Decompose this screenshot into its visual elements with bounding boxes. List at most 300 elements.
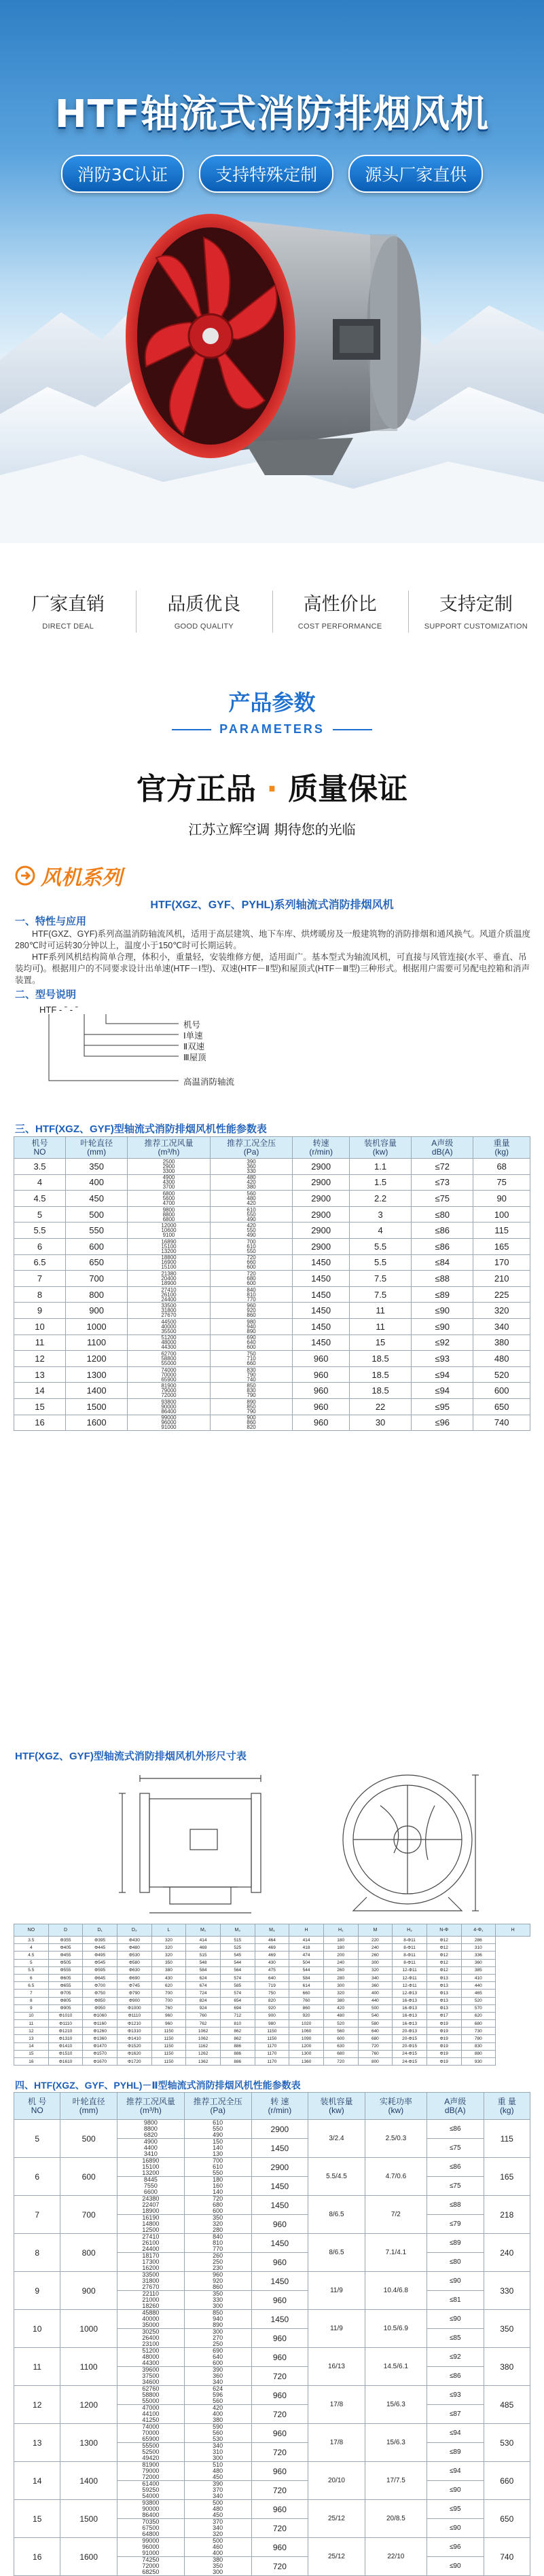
table-row: [14, 2310, 530, 2329]
table-cell: 544: [289, 1966, 324, 1974]
parameters-header: [0, 686, 544, 736]
table-cell: 27410 26100 24400: [117, 2234, 184, 2253]
table-cell: 210: [473, 1271, 530, 1287]
divider-line: [333, 729, 372, 730]
table-header-cell: D₁: [83, 1924, 117, 1937]
table-cell: 16-Φ13: [393, 2012, 427, 2019]
table-row: [14, 1254, 530, 1271]
table-cell: 360: [461, 1959, 496, 1966]
table-cell: 20-Φ15: [393, 2035, 427, 2042]
table-cell: 10.4/6.8: [365, 2272, 427, 2310]
table-cell: 62760 58800 55000: [117, 2386, 184, 2405]
table-cell: 30250 26400 23100: [117, 2329, 184, 2348]
table-cell: 500 460 400: [184, 2538, 251, 2557]
table-cell: 760: [358, 2050, 393, 2057]
table-cell: 400: [358, 1990, 393, 1997]
table-cell: 574: [220, 1974, 255, 1981]
table-cell: 980: [255, 2020, 289, 2028]
drawing-title: HTF(XGZ、GYF)型轴流式消防排烟风机外形尺寸表: [15, 1751, 247, 1762]
table-row: [14, 1351, 530, 1367]
table1-title: 三、HTF(XGZ、GYF)型轴流式消防排烟风机性能参数表: [15, 1123, 267, 1135]
table-cell: 225: [473, 1286, 530, 1303]
table-cell: 8445 7550 6600: [117, 2177, 184, 2196]
table-cell: 564: [220, 1966, 255, 1974]
table-cell: 100: [473, 1206, 530, 1222]
table-cell: ≤79: [427, 2215, 484, 2234]
table-cell: 74000 70000 65900: [117, 2424, 184, 2443]
table-cell: 320: [151, 1937, 186, 1944]
table-cell: 6.5: [14, 1982, 49, 1990]
table-cell: Φ900: [117, 1997, 151, 2004]
table-cell: 2.2: [349, 1191, 411, 1207]
table-cell: 6.5: [14, 1254, 66, 1271]
table-cell: 9: [14, 1303, 66, 1319]
table-header-cell: 装机容量 (kw): [308, 2093, 365, 2120]
table-cell: 81900 79000 72000: [117, 2462, 184, 2481]
table-cell: 15/6.3: [365, 2424, 427, 2462]
table-cell: 580: [358, 2020, 393, 2028]
table-cell: 18800 16900 15100: [128, 1254, 211, 1271]
table-cell: 550: [66, 1222, 128, 1239]
table-cell: Φ430: [117, 1937, 151, 1944]
table-cell: Φ1410: [48, 2042, 83, 2050]
table-cell: 1300: [289, 2050, 324, 2057]
table-cell: 900: [255, 2012, 289, 2019]
table-cell: 74250 72000 68250: [117, 2557, 184, 2576]
table-cell: Φ1310: [117, 2028, 151, 2035]
table-cell: ≤95: [412, 1398, 473, 1415]
table-cell: 730: [461, 2028, 496, 2035]
table-cell: 360: [358, 1982, 393, 1990]
table-cell: 2900: [251, 2120, 308, 2139]
table-cell: 1362: [186, 2058, 221, 2066]
table-row: [14, 2035, 530, 2042]
table-row: [14, 1952, 530, 1959]
table-cell: 850 830 790: [210, 1383, 293, 1399]
table-cell: 16890 15100 13200: [128, 1238, 211, 1254]
table-cell: 33500 31800 27670: [117, 2272, 184, 2291]
table-cell: 674: [186, 1982, 221, 1990]
table-cell: 900: [60, 2272, 117, 2310]
table-cell: 680: [461, 2020, 496, 2028]
model-bracket-lines: [39, 1005, 189, 1113]
table-header-cell: NO: [14, 1924, 49, 1937]
table-cell: 1060: [289, 2028, 324, 2035]
paragraph-features: HTF(GXZ、GYF)系列高温消防轴流风机，适用于高层建筑、地下车库、烘烤暖房及一般建筑物的消防排烟和通风换气。风道介质温度280℃时可运转30分钟以上，温度小于150℃时可长期运转。: [15, 929, 531, 950]
feature-good-quality: [136, 570, 272, 658]
table-cell: 960: [293, 1398, 350, 1415]
table-cell: 600: [473, 1383, 530, 1399]
table-cell: 960: [293, 1383, 350, 1399]
table-cell: 830: [461, 2042, 496, 2050]
table-cell: 370 340 320: [184, 2519, 251, 2538]
table-cell: 380 350 300: [184, 2557, 251, 2576]
table-cell: ≤89: [427, 2234, 484, 2253]
table-cell: 11: [14, 2348, 60, 2386]
table-cell: Φ13: [427, 1982, 461, 1990]
table-cell: 12-Φ13: [393, 1990, 427, 1997]
table-cell: Φ645: [83, 1974, 117, 1981]
table-cell: 430: [151, 1974, 186, 1981]
table-cell: Φ17: [427, 2012, 461, 2019]
table-cell: 22110 21000 18260: [117, 2291, 184, 2310]
table-cell: 1150: [255, 2035, 289, 2042]
table-row: [14, 1415, 530, 1431]
table-cell: Φ480: [117, 1944, 151, 1952]
table-cell: 1500: [60, 2500, 117, 2538]
model-item-fire-axial: 高温消防轴流: [183, 1077, 235, 1087]
feature-title: 高性价比: [303, 594, 377, 615]
table-cell: 900: [66, 1303, 128, 1319]
table-cell: 3.5: [14, 1159, 66, 1175]
table-cell: 440: [358, 1997, 393, 2004]
table-cell: 5.5: [349, 1254, 411, 1271]
table-cell: ≤94: [427, 2462, 484, 2481]
table-cell: 180: [323, 1944, 358, 1952]
table-cell: 2900: [293, 1159, 350, 1175]
table-cell: 1150: [151, 2050, 186, 2057]
table-cell: Φ905: [48, 2004, 83, 2012]
table-cell: 418: [289, 1944, 324, 1952]
table-cell: 260: [323, 1966, 358, 1974]
table-cell: 544: [220, 1959, 255, 1966]
model-item-roof: Ⅲ屋顶: [183, 1053, 206, 1062]
table-cell: 16: [14, 1415, 66, 1431]
table-cell: Φ12: [427, 1937, 461, 1944]
table-header-cell: M₃: [255, 1924, 289, 1937]
table-cell: 4.5: [14, 1191, 66, 1207]
table-row: [14, 1990, 530, 1997]
table-cell: 320: [473, 1303, 530, 1319]
table-header-cell: M₁: [186, 1924, 221, 1937]
table-cell: ≤90: [427, 2557, 484, 2576]
table-cell: 5.5: [14, 1222, 66, 1239]
table-cell: 720 660 600: [210, 1254, 293, 1271]
table-cell: 240: [323, 1959, 358, 1966]
table-cell: 15: [14, 2050, 49, 2057]
table-cell: 93800 90000 86400: [128, 1398, 211, 1415]
table-cell: 7.5: [349, 1286, 411, 1303]
table-cell: Φ1000: [117, 2004, 151, 2012]
table-cell: 390 360 340: [184, 2367, 251, 2386]
table-cell: 1062: [186, 2035, 221, 2042]
table-cell: Φ495: [83, 1952, 117, 1959]
table-cell: 1450: [293, 1318, 350, 1334]
table-cell: 8-Φ11: [393, 1959, 427, 1966]
table-cell: 724: [186, 1990, 221, 1997]
table-row: [14, 2042, 530, 2050]
table-row: [14, 2050, 530, 2057]
table-cell: Φ1060: [83, 2012, 117, 2019]
table-cell: 8-Φ11: [393, 1937, 427, 1944]
table-cell: 480: [473, 1351, 530, 1367]
table-cell: 3.5: [14, 1937, 49, 1944]
table-cell: 410: [461, 1974, 496, 1981]
table-cell: 860: [289, 2004, 324, 2012]
table-cell: 720: [251, 2519, 308, 2538]
performance-table-1: [14, 1136, 530, 1431]
table-cell: Φ1110: [48, 2020, 83, 2028]
table-cell: 420 400 380: [184, 2405, 251, 2424]
table-cell: 390 370 340: [184, 2481, 251, 2500]
table-cell: 61400 59250 54000: [117, 2481, 184, 2500]
series-title: 风机系列: [41, 866, 122, 890]
table-cell: 1.5: [349, 1174, 411, 1191]
table-cell: 924: [186, 2004, 221, 2012]
table-row: [14, 2424, 530, 2443]
table-cell: 1400: [66, 1383, 128, 1399]
table-cell: 510 480 450: [184, 2462, 251, 2481]
table-cell: 515: [220, 1937, 255, 1944]
table-header-cell: H₁: [323, 1924, 358, 1937]
table-cell: Φ655: [48, 1982, 83, 1990]
table-cell: 810: [220, 2020, 255, 2028]
table-cell: 330: [484, 2272, 530, 2310]
table-cell: 480 420 380: [210, 1174, 293, 1191]
table-cell: 5.5: [349, 1238, 411, 1254]
table-row: [14, 2196, 530, 2215]
table-cell: 18.5: [349, 1383, 411, 1399]
table-cell: 1150: [151, 2028, 186, 2035]
table-row: [14, 1959, 530, 1966]
table-cell: Φ505: [48, 1959, 83, 1966]
table-cell: Φ355: [48, 1937, 83, 1944]
table-cell: 620: [461, 2012, 496, 2019]
table-cell: 1170: [255, 2042, 289, 2050]
table-row: [14, 1206, 530, 1222]
table-cell: 640: [358, 2028, 393, 2035]
table-cell: 440: [461, 1982, 496, 1990]
table-cell: 18.5: [349, 1366, 411, 1383]
table-cell: 1450: [251, 2272, 308, 2291]
table-cell: 62700 58800 55000: [128, 1351, 211, 1367]
table-cell: 51200 48000 44300: [128, 1334, 211, 1351]
table-cell: ≤86: [412, 1222, 473, 1239]
table-cell: Φ545: [83, 1959, 117, 1966]
table-row: [14, 1398, 530, 1415]
table-cell: 320: [151, 1944, 186, 1952]
table-cell: 10: [14, 2310, 60, 2348]
table-row: [14, 2462, 530, 2481]
table-cell: 886: [220, 2058, 255, 2066]
model-diagram: [39, 1005, 257, 1113]
table-cell: 960: [251, 2386, 308, 2405]
table-cell: 1450: [251, 2196, 308, 2215]
table-header-cell: L: [151, 1924, 186, 1937]
table-cell: 15: [14, 2500, 60, 2538]
table-cell: 380: [473, 1334, 530, 1351]
table-header-cell: 重量 (kg): [473, 1137, 530, 1159]
table-cell: 520: [461, 1997, 496, 2004]
table-cell: 336: [461, 1952, 496, 1959]
table-cell: 21380 20400 18900: [128, 1271, 211, 1287]
table-cell: 1090: [289, 2035, 324, 2042]
table-cell: 47000 44100 41250: [117, 2405, 184, 2424]
table-cell: 16/13: [308, 2348, 365, 2386]
table-cell: ≤81: [427, 2291, 484, 2310]
table-cell: Φ1210: [117, 2020, 151, 2028]
dimension-table: [14, 1924, 530, 2066]
table-cell: 420: [323, 2004, 358, 2012]
table-header-cell: 实耗功率 (kw): [365, 2093, 427, 2120]
table-cell: 350: [484, 2310, 530, 2348]
table-cell: 1450: [293, 1271, 350, 1287]
table-cell: Φ690: [117, 1974, 151, 1981]
table-cell: 545: [220, 1952, 255, 1959]
table-cell: Φ1360: [83, 2035, 117, 2042]
table-cell: Φ850: [83, 1997, 117, 2004]
table-cell: 8-Φ11: [393, 1944, 427, 1952]
table-cell: 180 160 140: [184, 2177, 251, 2196]
table-cell: ≤93: [412, 1351, 473, 1367]
feature-title: 厂家直销: [31, 594, 105, 615]
table-cell: 4900 4400 3410: [117, 2139, 184, 2158]
table-row: [14, 2028, 530, 2035]
table-cell: ≤92: [427, 2348, 484, 2367]
table-cell: 4: [14, 1944, 49, 1952]
table-cell: 340: [473, 1318, 530, 1334]
table-cell: 170: [473, 1254, 530, 1271]
table-row: [14, 2538, 530, 2557]
table-cell: Φ12: [427, 1966, 461, 1974]
table-cell: 614: [289, 1982, 324, 1990]
table-row: [14, 1944, 530, 1952]
table-cell: 850 940 890: [184, 2310, 251, 2329]
table-header-cell: 叶轮直径 (mm): [66, 1137, 128, 1159]
table-cell: 430: [255, 1959, 289, 1966]
pill-factory-direct: 源头厂家直供: [348, 155, 483, 193]
table4-title: 四、HTF(XGZ、GYF、PYHL)－Ⅱ型轴流式消防排烟风机性能参数表: [15, 2080, 301, 2091]
table-cell: 25/12: [308, 2500, 365, 2538]
table-cell: 1100: [60, 2348, 117, 2386]
table-row: [14, 2348, 530, 2367]
table-header-cell: 重 量 (kg): [484, 2093, 530, 2120]
table-cell: Φ13: [427, 1997, 461, 2004]
table-cell: 920: [289, 2012, 324, 2019]
table-cell: 540: [358, 2012, 393, 2019]
table-cell: 340 310 300: [184, 2443, 251, 2462]
table-cell: 465: [461, 1990, 496, 1997]
table-cell: 1000: [60, 2310, 117, 2348]
divider-line: [172, 729, 211, 730]
table-cell: 14: [14, 2042, 49, 2050]
table-cell: 33500 31800 27670: [128, 1303, 211, 1319]
table-cell: 260: [358, 1952, 393, 1959]
table-cell: ≤75: [427, 2177, 484, 2196]
table-cell: 310: [461, 1944, 496, 1952]
table-cell: ≤94: [412, 1383, 473, 1399]
table-cell: 1162: [186, 2042, 221, 2050]
table-row: [14, 1334, 530, 1351]
slogan-dot: ·: [266, 772, 278, 806]
table-cell: 960: [151, 2020, 186, 2028]
model-item-number: 机号: [183, 1020, 201, 1030]
table-cell: 584: [289, 1974, 324, 1981]
table-row: [14, 1286, 530, 1303]
table-cell: 14.5/6.1: [365, 2348, 427, 2386]
feature-subtitle: SUPPORT CUSTOMIZATION: [424, 622, 528, 631]
table-cell: 414: [186, 1937, 221, 1944]
table-header-cell: M: [358, 1924, 393, 1937]
table-cell: Φ630: [117, 1966, 151, 1974]
table-cell: 5: [14, 1959, 49, 1966]
table-cell: Φ19: [427, 2035, 461, 2042]
table-cell: ≤90: [412, 1303, 473, 1319]
parameters-subtitle-row: [0, 722, 544, 736]
table-cell: 9800 8800 6800: [128, 1206, 211, 1222]
feature-subtitle: DIRECT DEAL: [42, 622, 94, 631]
table-cell: 2900: [293, 1174, 350, 1191]
table-cell: 16890 15100 13200: [117, 2158, 184, 2177]
table-cell: 350: [66, 1159, 128, 1175]
table-cell: 11: [14, 1334, 66, 1351]
table-cell: Φ13: [427, 1990, 461, 1997]
table-cell: ≤75: [412, 1191, 473, 1207]
table-cell: 600: [66, 1238, 128, 1254]
table-row: [14, 1982, 530, 1990]
table-cell: 7.5: [349, 1271, 411, 1287]
table-cell: 16-Φ13: [393, 1997, 427, 2004]
table-header-cell: M₂: [220, 1924, 255, 1937]
table-cell: 1450: [293, 1286, 350, 1303]
model-code: HTF - ˉ - ˉ: [39, 1005, 79, 1015]
table-cell: 4.7/0.6: [365, 2158, 427, 2196]
table-cell: 640: [255, 1974, 289, 1981]
table-cell: Φ790: [117, 1990, 151, 1997]
table-header-cell: 机号 NO: [14, 1137, 66, 1159]
table-cell: 1262: [186, 2050, 221, 2057]
table-cell: Φ705: [48, 1990, 83, 1997]
table-cell: 1150: [255, 2028, 289, 2035]
table-cell: 5: [14, 1206, 66, 1222]
table-cell: 7: [14, 1271, 66, 1287]
table-cell: 2900: [293, 1191, 350, 1207]
table-cell: ≤89: [412, 1286, 473, 1303]
table-cell: 520: [473, 1366, 530, 1383]
table-cell: 960 920 860: [184, 2272, 251, 2291]
table-cell: Φ750: [83, 1990, 117, 1997]
table-cell: 1450: [251, 2234, 308, 2253]
table-cell: 1300: [66, 1366, 128, 1383]
table-cell: 11: [349, 1303, 411, 1319]
table-cell: 720: [251, 2405, 308, 2424]
table-cell: 81900 79000 72000: [128, 1383, 211, 1399]
table-cell: 15/6.3: [365, 2386, 427, 2424]
table-cell: 960: [251, 2538, 308, 2557]
table-cell: 740: [484, 2538, 530, 2576]
table-cell: 2.5/0.3: [365, 2120, 427, 2158]
table-cell: 16: [14, 2538, 60, 2576]
table-header-cell: H: [496, 1924, 530, 1937]
table-cell: 560: [323, 2028, 358, 2035]
table-cell: 390 360 330: [210, 1159, 293, 1175]
feature-title: 品质优良: [167, 594, 241, 615]
table-cell: 980 940 890: [210, 1318, 293, 1334]
table-cell: 840 810 770: [184, 2234, 251, 2253]
table-header-cell: 装机容量 (kw): [349, 1137, 411, 1159]
table-cell: Φ1010: [48, 2012, 83, 2019]
table-row: [14, 2020, 530, 2028]
hero-title: HTF轴流式消防排烟风机: [54, 92, 490, 136]
table-cell: ≤86: [427, 2158, 484, 2177]
table-cell: 240: [484, 2234, 530, 2272]
table-cell: 180: [323, 1937, 358, 1944]
table-cell: 780: [461, 2035, 496, 2042]
table-cell: 1300: [60, 2424, 117, 2462]
table-cell: 450: [66, 1191, 128, 1207]
table-cell: 720: [251, 2367, 308, 2386]
table-cell: 2500 2900 3300: [128, 1159, 211, 1175]
